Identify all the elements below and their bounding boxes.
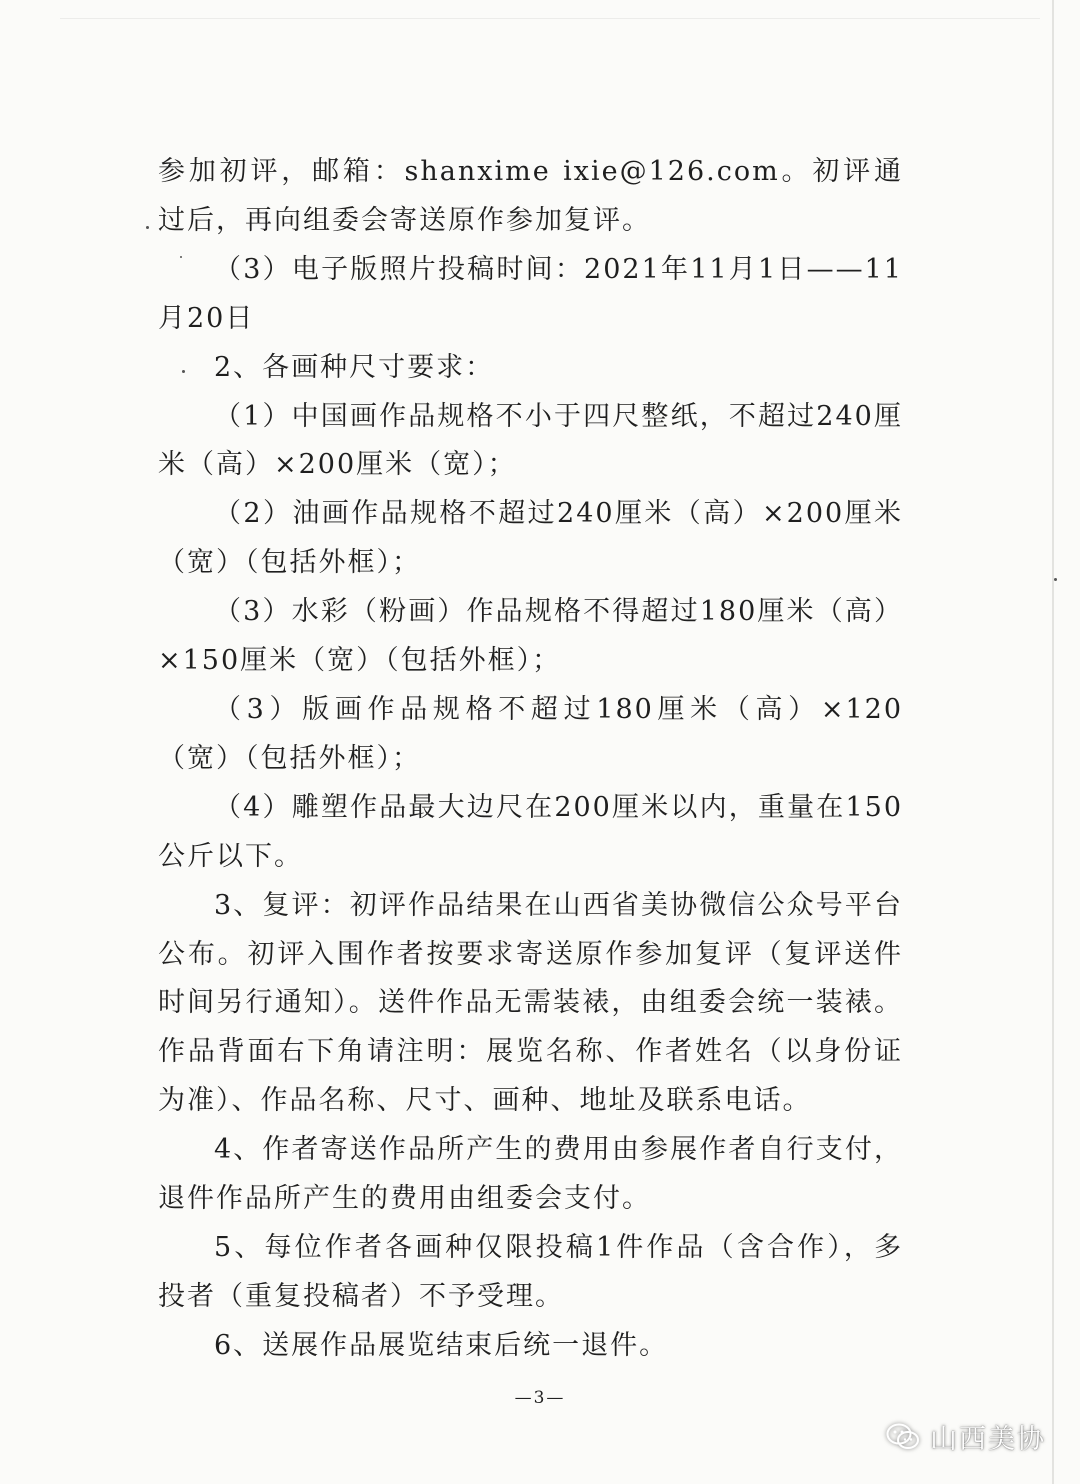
paragraph: 3、复评：初评作品结果在山西省美协微信公众号平台公布。初评入围作者按要求寄送原作参加复评（复评送件时间另行通知）。送件作品无需装裱，由组委会统一装裱。作品背面右下角请注明：展览名称、作者姓名（以身份证为准）、作品名称、尺寸、画种、地址及联系电话。 xyxy=(158,889,903,1117)
paragraph: （2）油画作品规格不超过240厘米（高）×200厘米（宽）（包括外框）； xyxy=(158,498,903,579)
paragraph: （4）雕塑作品最大边尺在200厘米以内，重量在150公斤以下。 xyxy=(158,791,903,872)
paragraph: （3）版画作品规格不超过180厘米（高）×120（宽）（包括外框）； xyxy=(158,693,903,774)
paragraph: （1）中国画作品规格不小于四尺整纸，不超过240厘米（高）×200厘米（宽）； xyxy=(158,400,903,481)
wechat-icon xyxy=(886,1422,920,1452)
document-body xyxy=(158,148,903,1371)
wechat-watermark xyxy=(886,1417,1046,1456)
paragraph: 6、送展作品展览结束后统一退件。 xyxy=(214,1329,669,1361)
scan-speck xyxy=(1054,578,1057,581)
paragraph: 5、每位作者各画种仅限投稿1件作品（含合作），多投者（重复投稿者）不予受理。 xyxy=(158,1231,903,1312)
paragraph: （3）电子版照片投稿时间：2021年11月1日——11月20日 xyxy=(158,253,903,334)
scan-edge-top xyxy=(60,18,1040,19)
paragraph: 2、各画种尺寸要求： xyxy=(214,351,495,383)
scan-edge-right xyxy=(1052,0,1054,1484)
page-number: —3— xyxy=(514,1388,566,1408)
paragraph: 参加初评，邮箱：shanxime ixie@126.com。初评通过后，再向组委会寄送原作参加复评。 xyxy=(158,156,903,236)
watermark-label: 山西美协 xyxy=(930,1424,1046,1455)
paragraph: 4、作者寄送作品所产生的费用由参展作者自行支付，退件作品所产生的费用由组委会支付。 xyxy=(158,1134,903,1215)
scan-speck xyxy=(146,226,149,229)
paragraph: （3）水彩（粉画）作品规格不得超过180厘米（高）×150厘米（宽）（包括外框）； xyxy=(158,596,903,677)
